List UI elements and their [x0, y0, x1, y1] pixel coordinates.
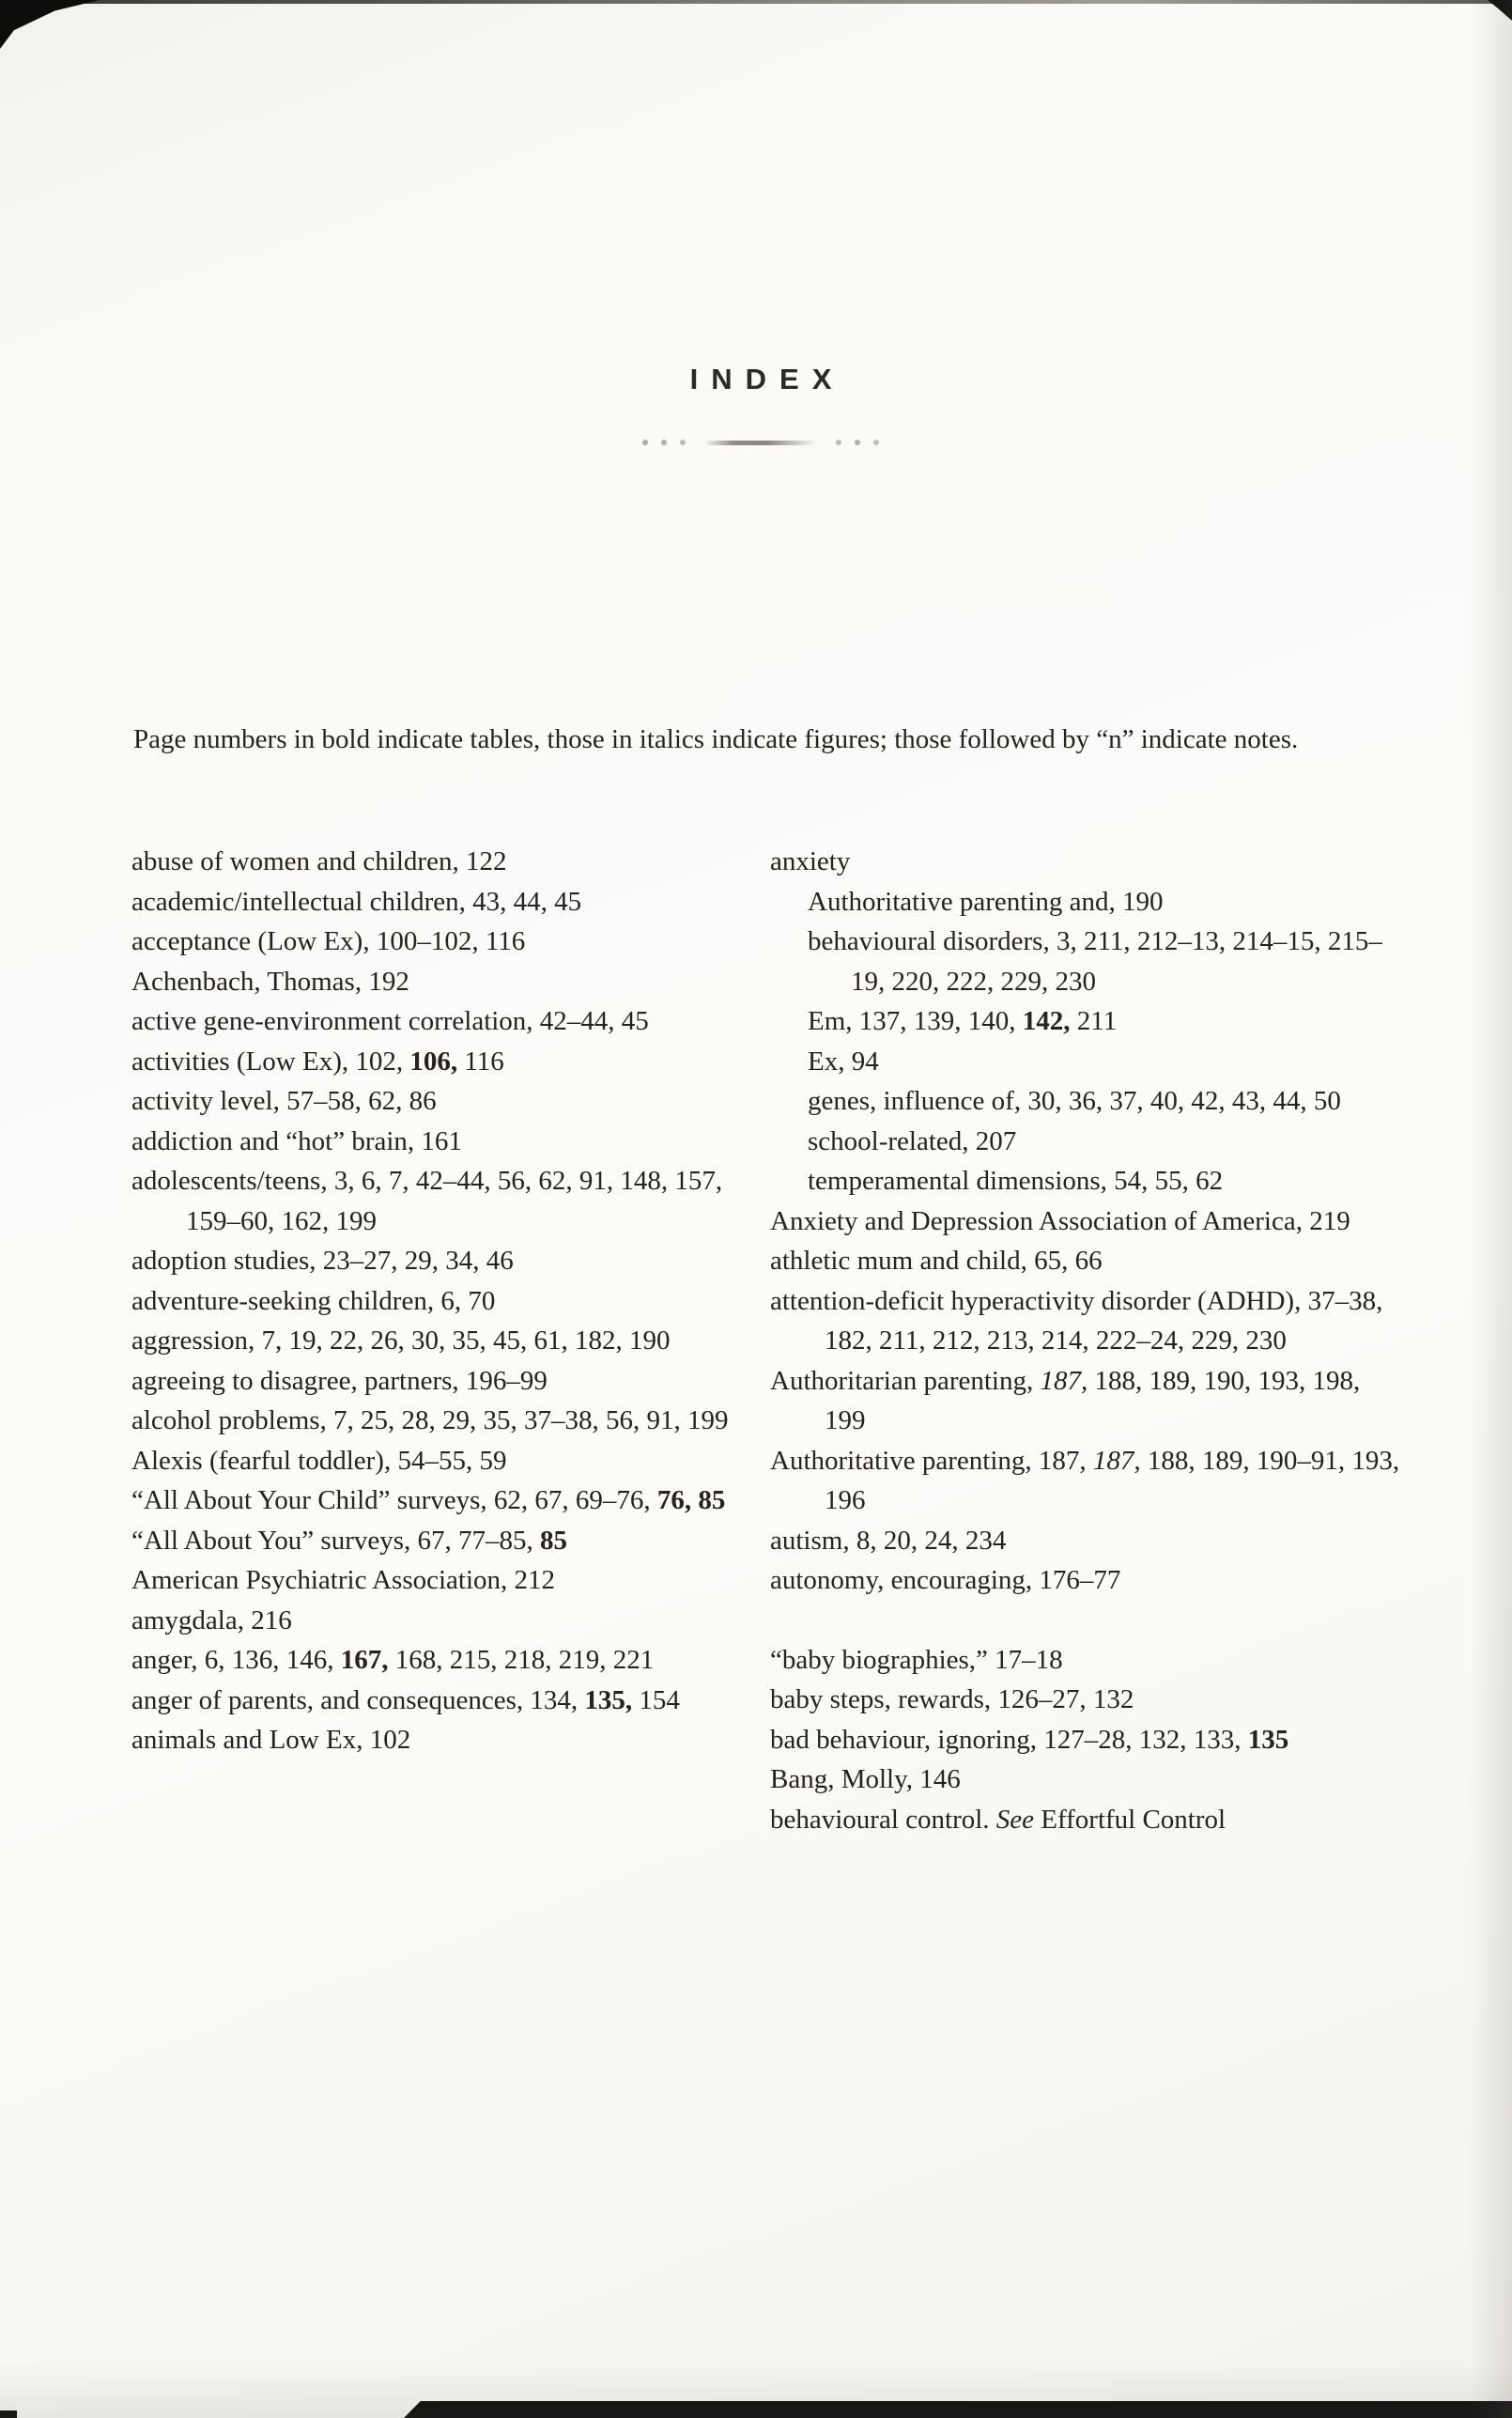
- entry-text-segment: Bang, Molly, 146: [770, 1764, 961, 1794]
- scan-shade-right: [1469, 0, 1512, 2418]
- entry-text-segment: attention-deficit hyperactivity disorder (ADHD), 37–38, 182, 211, 212, 213, 214, 222–24, 229, 230: [770, 1285, 1383, 1356]
- entry-text-segment: 142,: [1022, 1006, 1071, 1036]
- entry-text-segment: 135,: [584, 1684, 633, 1715]
- entry-text-segment: behavioural control.: [770, 1804, 996, 1835]
- index-entry: [131, 1001, 742, 1042]
- entry-text-segment: adventure-seeking children, 6, 70: [131, 1285, 496, 1316]
- entry-text-segment: baby steps, rewards, 126–27, 132: [770, 1684, 1134, 1714]
- entry-text-segment: genes, influence of, 30, 36, 37, 40, 42, 43, 44, 50: [808, 1086, 1341, 1116]
- index-entry: [770, 1640, 1405, 1681]
- letter-group-gap: [770, 1601, 1405, 1640]
- index-entry: [770, 1281, 1405, 1361]
- entry-text-segment: behavioural disorders, 3, 211, 212–13, 214–15, 215–19, 220, 222, 229, 230: [808, 926, 1382, 997]
- index-entry: [770, 1241, 1405, 1281]
- entry-text-segment: activities (Low Ex), 102,: [131, 1046, 410, 1077]
- entry-text-segment: 188, 189, 190, 193, 198, 199: [825, 1365, 1361, 1435]
- entry-text-segment: bad behaviour, ignoring, 127–28, 132, 133,: [770, 1724, 1248, 1755]
- entry-text-segment: acceptance (Low Ex), 100–102, 116: [131, 926, 526, 956]
- entry-text-segment: American Psychiatric Association, 212: [131, 1565, 556, 1595]
- index-subentry: [808, 1001, 1405, 1042]
- entry-text-segment: school-related, 207: [808, 1125, 1017, 1156]
- entry-text-segment: “All About Your Child” surveys, 62, 67, 69–76,: [131, 1485, 657, 1515]
- index-entry: [131, 1241, 742, 1281]
- index-entry: [131, 1521, 742, 1561]
- index-entry: [770, 1680, 1405, 1720]
- index-entry: [770, 1441, 1405, 1521]
- ornament-dot: [680, 440, 686, 445]
- ornament-dot: [855, 440, 860, 445]
- entry-text-segment: animals and Low Ex, 102: [131, 1725, 411, 1755]
- entry-text-segment: 116: [457, 1046, 504, 1077]
- entry-text-segment: Achenbach, Thomas, 192: [131, 966, 409, 997]
- scan-artifact-bottom-left: [0, 2410, 17, 2418]
- index-entry: [131, 1480, 742, 1521]
- entry-text-segment: 167,: [340, 1645, 389, 1675]
- entry-text-segment: 187,: [1092, 1445, 1141, 1476]
- entry-text-segment: amygdala, 216: [131, 1604, 292, 1635]
- ornament-dot: [642, 440, 648, 445]
- scan-artifact-top-left-corner: [0, 0, 100, 49]
- index-column-right: [770, 842, 1405, 1839]
- ornament-divider: [131, 440, 1390, 445]
- index-subentry: [808, 1122, 1405, 1162]
- entry-text-segment: Em, 137, 139, 140,: [808, 1006, 1023, 1036]
- index-entry: [770, 1560, 1405, 1601]
- ornament-dot: [836, 440, 841, 445]
- index-entry: [770, 1201, 1405, 1242]
- entry-text-segment: active gene-environment correlation, 42–44, 45: [131, 1006, 649, 1036]
- entry-text-segment: academic/intellectual children, 43, 44, 45: [131, 886, 582, 917]
- legend-note: Page numbers in bold indicate tables, those in italics indicate figures; those followed by “n” indicate notes.: [133, 724, 1299, 754]
- index-entry: [131, 1321, 742, 1361]
- ornament-dot: [873, 440, 879, 445]
- entry-text-segment: “All About You” surveys, 67, 77–85,: [131, 1525, 541, 1556]
- entry-text-segment: 168, 215, 218, 219, 221: [388, 1645, 655, 1675]
- entry-text-segment: adolescents/teens, 3, 6, 7, 42–44, 56, 62, 91, 148, 157, 159–60, 162, 199: [131, 1166, 723, 1236]
- entry-text-segment: 76, 85: [656, 1485, 726, 1515]
- entry-text-segment: Ex, 94: [808, 1046, 879, 1077]
- index-entry: [131, 1401, 742, 1441]
- entry-text-segment: 106,: [409, 1046, 458, 1077]
- page-title: INDEX: [689, 363, 845, 395]
- index-entry: [131, 962, 742, 1002]
- entry-text-segment: anxiety: [770, 846, 851, 876]
- index-subentry: [808, 1042, 1405, 1082]
- entry-text-segment: Authoritative parenting and, 190: [808, 886, 1164, 917]
- index-entry: [770, 1800, 1405, 1840]
- entry-text-segment: athletic mum and child, 65, 66: [770, 1246, 1103, 1276]
- index-entry: [131, 1122, 742, 1162]
- entry-text-segment: 211: [1070, 1006, 1118, 1036]
- index-entry: [131, 1361, 742, 1402]
- entry-text-segment: anger of parents, and consequences, 134,: [131, 1684, 585, 1715]
- entry-text-segment: aggression, 7, 19, 22, 26, 30, 35, 45, 61, 182, 190: [131, 1325, 671, 1356]
- scan-artifact-top-edge: [0, 0, 1512, 4]
- index-entry: [131, 1681, 742, 1721]
- index-entry: [770, 1521, 1405, 1561]
- index-entry: [131, 1441, 742, 1481]
- entry-text-segment: autism, 8, 20, 24, 234: [770, 1525, 1007, 1556]
- index-entry: [131, 1161, 742, 1241]
- entry-text-segment: See: [995, 1804, 1035, 1835]
- entry-text-segment: alcohol problems, 7, 25, 28, 29, 35, 37–38, 56, 91, 199: [131, 1405, 729, 1435]
- entry-text-segment: addiction and “hot” brain, 161: [131, 1125, 462, 1156]
- entry-text-segment: 85: [540, 1525, 568, 1556]
- index-subentry: [808, 922, 1405, 1001]
- entry-text-segment: activity level, 57–58, 62, 86: [131, 1086, 437, 1116]
- index-entry: [131, 1720, 742, 1760]
- entry-text-segment: Authoritarian parenting,: [770, 1365, 1041, 1396]
- index-entry: [131, 842, 742, 882]
- entry-text-segment: temperamental dimensions, 54, 55, 62: [808, 1166, 1224, 1196]
- index-entry: [770, 1759, 1405, 1800]
- ornament-line: [704, 441, 817, 445]
- index-subentry: [808, 1081, 1405, 1122]
- index-entry: [770, 1361, 1405, 1441]
- entry-text-segment: abuse of women and children, 122: [131, 846, 507, 876]
- scan-artifact-bottom-bar: [404, 2401, 1512, 2418]
- entry-text-segment: Alexis (fearful toddler), 54–55, 59: [131, 1445, 507, 1476]
- entry-text-segment: 187,: [1040, 1365, 1088, 1396]
- index-entry: [131, 1560, 742, 1601]
- entry-text-segment: Authoritative parenting, 187,: [770, 1445, 1093, 1476]
- entry-text-segment: “baby biographies,” 17–18: [770, 1644, 1063, 1675]
- entry-text-segment: 154: [632, 1684, 680, 1715]
- entry-text-segment: Anxiety and Depression Association of America, 219: [770, 1205, 1350, 1236]
- index-subentry: [808, 882, 1405, 922]
- index-column-left: [131, 842, 742, 1839]
- entry-text-segment: adoption studies, 23–27, 29, 34, 46: [131, 1246, 514, 1276]
- index-subentry: [808, 1161, 1405, 1201]
- entry-text-segment: 135: [1247, 1724, 1289, 1755]
- ornament-dot: [661, 440, 667, 445]
- entry-text-segment: anger, 6, 136, 146,: [131, 1645, 341, 1675]
- index-entry: [131, 1042, 742, 1082]
- entry-text-segment: agreeing to disagree, partners, 196–99: [131, 1365, 548, 1396]
- index-columns: [131, 842, 1412, 1839]
- entry-text-segment: Effortful Control: [1034, 1804, 1227, 1835]
- index-entry: [770, 1720, 1405, 1760]
- index-entry: [131, 1081, 742, 1122]
- entry-text-segment: autonomy, encouraging, 176–77: [770, 1565, 1121, 1595]
- index-entry: [131, 1281, 742, 1322]
- index-entry: [770, 842, 1405, 882]
- index-entry: [131, 1601, 742, 1641]
- entry-text-segment: 188, 189, 190–91, 193, 196: [825, 1445, 1400, 1515]
- index-entry: [131, 882, 742, 922]
- index-entry: [131, 922, 742, 962]
- index-entry: [131, 1640, 742, 1681]
